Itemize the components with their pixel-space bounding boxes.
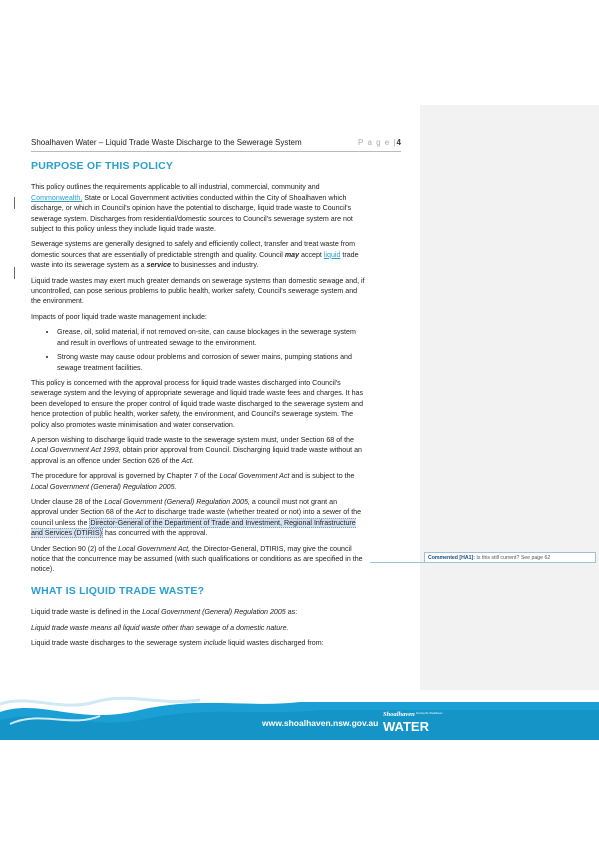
section-heading-purpose: PURPOSE OF THIS POLICY xyxy=(31,160,174,172)
change-bar xyxy=(14,267,15,279)
commented-text-highlight[interactable]: Director-General of the Department of Trade and Investment, Regional Infrastructure and Services (DTIRIS) xyxy=(31,518,356,538)
page-number: 4 xyxy=(396,138,401,147)
paragraph: A person wishing to discharge liquid trade waste to the sewerage system must, under Section 68 of the Local Government Act 1993, obtain prior approval from Council. Discharging liquid trade waste without an approval is an offence under Section 626 of the Act. xyxy=(31,435,362,465)
paragraph: Under clause 28 of the Local Government (General) Regulation 2005, a council must not grant an approval under Section 68 of the Act to discharge trade waste (whether treated or not) into a sewer of the council unless the Director-General of the Department of Trade and Investment, Regional Infrastructure and Services (DTIRIS) has concurred with the approval. xyxy=(31,497,362,538)
section-heading-liquid-trade-waste: WHAT IS LIQUID TRADE WASTE? xyxy=(31,584,205,597)
document-body xyxy=(31,161,366,653)
comment-label: Commented [HA1]: xyxy=(428,555,475,561)
comment-margin-pane xyxy=(420,105,599,690)
comment-balloon[interactable] xyxy=(424,552,596,563)
paragraph: Liquid trade waste means all liquid waste other than sewage of a domestic nature. xyxy=(31,623,289,632)
list-item: • Strong waste may cause odour problems and corrosion of sewer mains, pumping stations and sewage treatment facilities. xyxy=(57,352,366,373)
paragraph: This policy is concerned with the approval process for liquid trade wastes discharged into Council's sewerage system and the levying of appropriate sewerage and liquid trade waste fees and charges. It has been developed to ensure the proper control of liquid trade waste discharged to the sewerage system and hence protection of public health, worker safety, the environment, and Council's sewerage system. The policy also promotes waste minimisation and water conservation. xyxy=(31,378,364,429)
header-page xyxy=(358,138,401,147)
comment-connector xyxy=(370,562,426,563)
logo-word: WATER xyxy=(383,719,429,734)
header-title: Shoalhaven Water – Liquid Trade Waste Discharge to the Sewerage System xyxy=(31,138,302,147)
change-bar xyxy=(14,197,15,209)
paragraph: Liquid trade waste is defined in the Local Government (General) Regulation 2005 as: xyxy=(31,608,298,617)
footer-banner xyxy=(0,690,599,740)
paragraph: Sewerage systems are generally designed to safely and efficiently collect, transfer and treat waste from domestic sources that are essentially of predictable strength and quality. Council may accept liquid trade waste into its sewerage system as a service to businesses and industry. xyxy=(31,240,359,270)
liquid-link[interactable]: liquid xyxy=(323,250,341,259)
paragraph: Liquid trade waste discharges to the sewerage system include liquid wastes discharged from: xyxy=(31,639,324,648)
commonwealth-link[interactable]: Commonwealth, xyxy=(31,193,83,202)
logo-script: Shoalhaven xyxy=(383,711,415,718)
paragraph: This policy outlines the requirements applicable to all industrial, commercial, community and Commonwealth, State or Local Government activities conducted within the City of Shoalhaven which discharge, or which in Council's opinion have the potential to discharge, liquid trade waste to Council's sewerage system. Discharges from residential/domestic sources to Council's sewerage system are not subject to this policy unless they include liquid trade waste. xyxy=(31,183,353,234)
page-header xyxy=(31,138,401,150)
wave-graphic xyxy=(0,690,599,740)
comment-text: Is this still current? See page 62 xyxy=(474,555,551,561)
logo-small-text: Serving the Shoalhaven xyxy=(416,712,443,715)
page-label: P a g e | xyxy=(358,138,397,147)
paragraph: Under Section 90 (2) of the Local Government Act, the Director-General, DTIRIS, may give the council notice that the concurrence may be assumed (with such qualifications or conditions as are specified in the notice). xyxy=(31,544,363,574)
footer-url: www.shoalhaven.nsw.gov.au xyxy=(262,718,379,728)
paragraph: The procedure for approval is governed by Chapter 7 of the Local Government Act and is subject to the Local Government (General) Regulation 2005. xyxy=(31,472,355,491)
list-item: • Grease, oil, solid material, if not removed on-site, can cause blockages in the sewerage system and result in overflows of untreated sewage to the environment. xyxy=(57,327,366,348)
header-rule xyxy=(31,151,401,152)
paragraph: Impacts of poor liquid trade waste management include: xyxy=(31,312,207,321)
paragraph: Liquid trade wastes may exert much greater demands on sewerage systems than domestic sewage and, if uncontrolled, can pose serious problems to public health, worker safety, Council's sewerage system and the environment. xyxy=(31,276,365,306)
impacts-list xyxy=(31,327,366,373)
